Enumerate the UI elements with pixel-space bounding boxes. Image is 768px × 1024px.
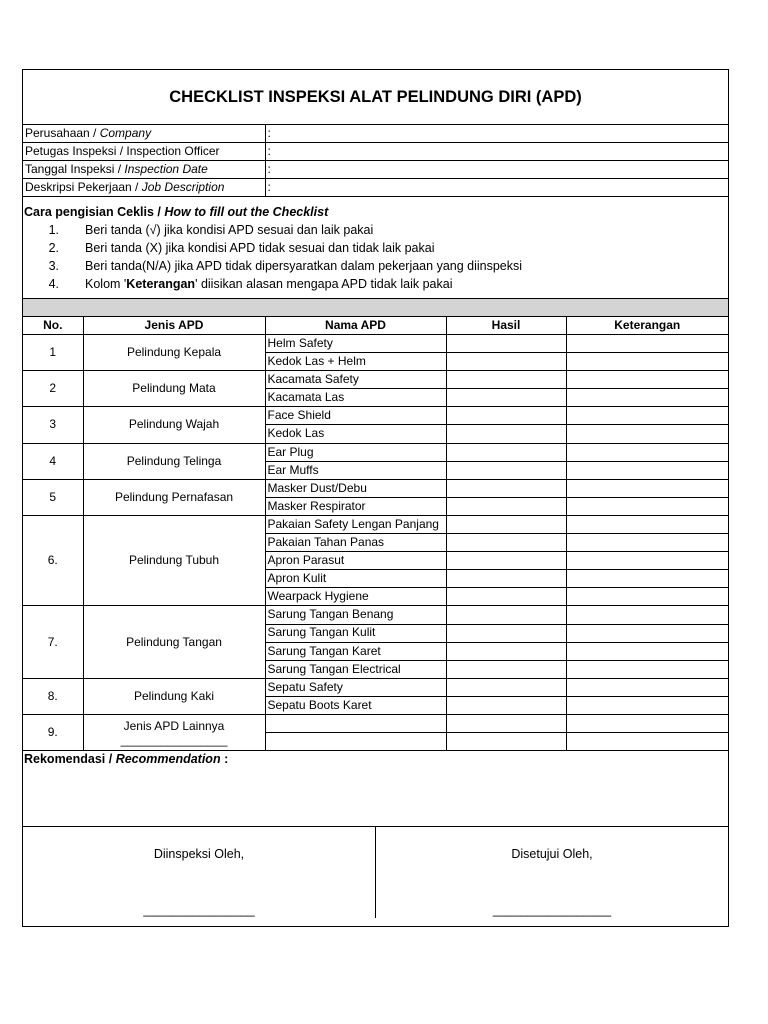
result-cell[interactable]	[446, 515, 566, 533]
inspected-by-box	[23, 827, 376, 918]
remarks-cell[interactable]	[566, 714, 728, 732]
instruction-number: 2.	[48, 241, 59, 255]
result-cell[interactable]	[446, 407, 566, 425]
remarks-cell[interactable]	[566, 678, 728, 696]
result-cell[interactable]	[446, 371, 566, 389]
apd-name: Sarung Tangan Electrical	[265, 660, 446, 678]
row-number: 8.	[23, 678, 83, 714]
instruction-item	[23, 221, 728, 239]
result-cell[interactable]	[446, 389, 566, 407]
column-header: Hasil	[446, 317, 566, 335]
remarks-cell[interactable]	[566, 443, 728, 461]
apd-name: Kedok Las	[265, 425, 446, 443]
remarks-cell[interactable]	[566, 624, 728, 642]
apd-name	[265, 733, 446, 751]
result-cell[interactable]	[446, 479, 566, 497]
result-cell[interactable]	[446, 552, 566, 570]
result-cell[interactable]	[446, 425, 566, 443]
apd-name: Kacamata Safety	[265, 371, 446, 389]
apd-checklist-form	[22, 69, 729, 927]
apd-category: Pelindung Pernafasan	[83, 479, 265, 515]
approved-by-label: Disetujui Oleh,	[511, 847, 593, 862]
apd-name: Sepatu Safety	[265, 678, 446, 696]
page-title: CHECKLIST INSPEKSI ALAT PELINDUNG DIRI (APD)	[23, 70, 728, 125]
instruction-number: 4.	[48, 277, 59, 291]
info-label: Perusahaan / Company	[23, 125, 265, 143]
remarks-cell[interactable]	[566, 407, 728, 425]
instruction-text: Kolom 'Keterangan' diisikan alasan mengapa APD tidak laik pakai	[85, 277, 453, 291]
info-row	[23, 179, 728, 197]
signature-section	[23, 827, 728, 918]
result-cell[interactable]	[446, 588, 566, 606]
info-value-field[interactable]: :	[265, 179, 728, 197]
apd-category: Pelindung Mata	[83, 371, 265, 407]
row-number: 3	[23, 407, 83, 443]
apd-name	[265, 714, 446, 732]
instruction-text: Beri tanda(N/A) jika APD tidak dipersyaratkan dalam pekerjaan yang diinspeksi	[85, 259, 523, 273]
instruction-item	[23, 239, 728, 257]
row-number: 5	[23, 479, 83, 515]
info-row	[23, 143, 728, 161]
table-row	[23, 371, 728, 389]
apd-category: Pelindung Wajah	[83, 407, 265, 443]
result-cell[interactable]	[446, 606, 566, 624]
approved-by-signature-line: _________________	[492, 903, 612, 918]
apd-category: Pelindung Kaki	[83, 678, 265, 714]
instruction-item	[23, 275, 728, 293]
result-cell[interactable]	[446, 497, 566, 515]
apd-category: Jenis APD Lainnya ________________	[83, 714, 265, 750]
apd-name: Sarung Tangan Karet	[265, 642, 446, 660]
apd-name: Ear Muffs	[265, 461, 446, 479]
result-cell[interactable]	[446, 696, 566, 714]
result-cell[interactable]	[446, 660, 566, 678]
info-label: Petugas Inspeksi / Inspection Officer	[23, 143, 265, 161]
row-number: 2	[23, 371, 83, 407]
result-cell[interactable]	[446, 570, 566, 588]
result-cell[interactable]	[446, 624, 566, 642]
apd-name: Apron Kulit	[265, 570, 446, 588]
remarks-cell[interactable]	[566, 642, 728, 660]
apd-name: Apron Parasut	[265, 552, 446, 570]
result-cell[interactable]	[446, 642, 566, 660]
column-header: Jenis APD	[83, 317, 265, 335]
remarks-cell[interactable]	[566, 461, 728, 479]
remarks-cell[interactable]	[566, 335, 728, 353]
apd-name: Ear Plug	[265, 443, 446, 461]
inspected-by-label: Diinspeksi Oleh,	[153, 847, 245, 862]
result-cell[interactable]	[446, 733, 566, 751]
info-value-field[interactable]: :	[265, 143, 728, 161]
result-cell[interactable]	[446, 678, 566, 696]
result-cell[interactable]	[446, 335, 566, 353]
apd-name: Sarung Tangan Kulit	[265, 624, 446, 642]
apd-name: Kacamata Las	[265, 389, 446, 407]
apd-name: Wearpack Hygiene	[265, 588, 446, 606]
remarks-cell[interactable]	[566, 515, 728, 533]
inspected-by-signature-line: ________________	[143, 903, 255, 918]
table-row	[23, 678, 728, 696]
result-cell[interactable]	[446, 443, 566, 461]
table-row	[23, 479, 728, 497]
remarks-cell[interactable]	[566, 497, 728, 515]
remarks-cell[interactable]	[566, 371, 728, 389]
remarks-cell[interactable]	[566, 733, 728, 751]
row-number: 6.	[23, 515, 83, 605]
table-row	[23, 606, 728, 624]
remarks-cell[interactable]	[566, 353, 728, 371]
instructions-heading: Cara pengisian Ceklis / How to fill out the Checklist	[24, 205, 329, 219]
result-cell[interactable]	[446, 534, 566, 552]
info-value-field[interactable]: :	[265, 125, 728, 143]
row-number: 7.	[23, 606, 83, 678]
row-number: 4	[23, 443, 83, 479]
apd-name: Helm Safety	[265, 335, 446, 353]
remarks-cell[interactable]	[566, 425, 728, 443]
row-number: 9.	[23, 714, 83, 750]
remarks-cell[interactable]	[566, 696, 728, 714]
remarks-cell[interactable]	[566, 389, 728, 407]
checklist-table	[23, 317, 728, 751]
table-row	[23, 335, 728, 353]
info-label: Deskripsi Pekerjaan / Job Description	[23, 179, 265, 197]
apd-category: Pelindung Telinga	[83, 443, 265, 479]
info-value-field[interactable]: :	[265, 161, 728, 179]
result-cell[interactable]	[446, 714, 566, 732]
apd-name: Sepatu Boots Karet	[265, 696, 446, 714]
info-label: Tanggal Inspeksi / Inspection Date	[23, 161, 265, 179]
column-header: Keterangan	[566, 317, 728, 335]
info-row	[23, 161, 728, 179]
row-number: 1	[23, 335, 83, 371]
apd-category: Pelindung Kepala	[83, 335, 265, 371]
info-table	[23, 125, 728, 197]
result-cell[interactable]	[446, 461, 566, 479]
apd-name: Masker Respirator	[265, 497, 446, 515]
column-header: Nama APD	[265, 317, 446, 335]
remarks-cell[interactable]	[566, 534, 728, 552]
instructions	[23, 197, 728, 298]
remarks-cell[interactable]	[566, 570, 728, 588]
remarks-cell[interactable]	[566, 479, 728, 497]
apd-name: Pakaian Safety Lengan Panjang	[265, 515, 446, 533]
instruction-text: Beri tanda (X) jika kondisi APD tidak sesuai dan tidak laik pakai	[85, 241, 435, 255]
table-row	[23, 407, 728, 425]
instruction-number: 3.	[48, 259, 59, 273]
remarks-cell[interactable]	[566, 588, 728, 606]
remarks-cell[interactable]	[566, 660, 728, 678]
info-row	[23, 125, 728, 143]
section-divider	[23, 298, 728, 317]
table-row	[23, 443, 728, 461]
instruction-number: 1.	[48, 223, 59, 237]
apd-name: Face Shield	[265, 407, 446, 425]
apd-name: Pakaian Tahan Panas	[265, 534, 446, 552]
table-row	[23, 515, 728, 533]
apd-name: Sarung Tangan Benang	[265, 606, 446, 624]
column-header: No.	[23, 317, 83, 335]
apd-category: Pelindung Tangan	[83, 606, 265, 678]
apd-category: Pelindung Tubuh	[83, 515, 265, 605]
remarks-cell[interactable]	[566, 606, 728, 624]
approved-by-box	[376, 827, 728, 918]
apd-name: Masker Dust/Debu	[265, 479, 446, 497]
apd-name: Kedok Las + Helm	[265, 353, 446, 371]
result-cell[interactable]	[446, 353, 566, 371]
instruction-item	[23, 257, 728, 275]
table-row	[23, 714, 728, 732]
instruction-text: Beri tanda (√) jika kondisi APD sesuai dan laik pakai	[85, 223, 374, 237]
recommendation-section: Rekomendasi / Recommendation :	[23, 751, 728, 827]
remarks-cell[interactable]	[566, 552, 728, 570]
